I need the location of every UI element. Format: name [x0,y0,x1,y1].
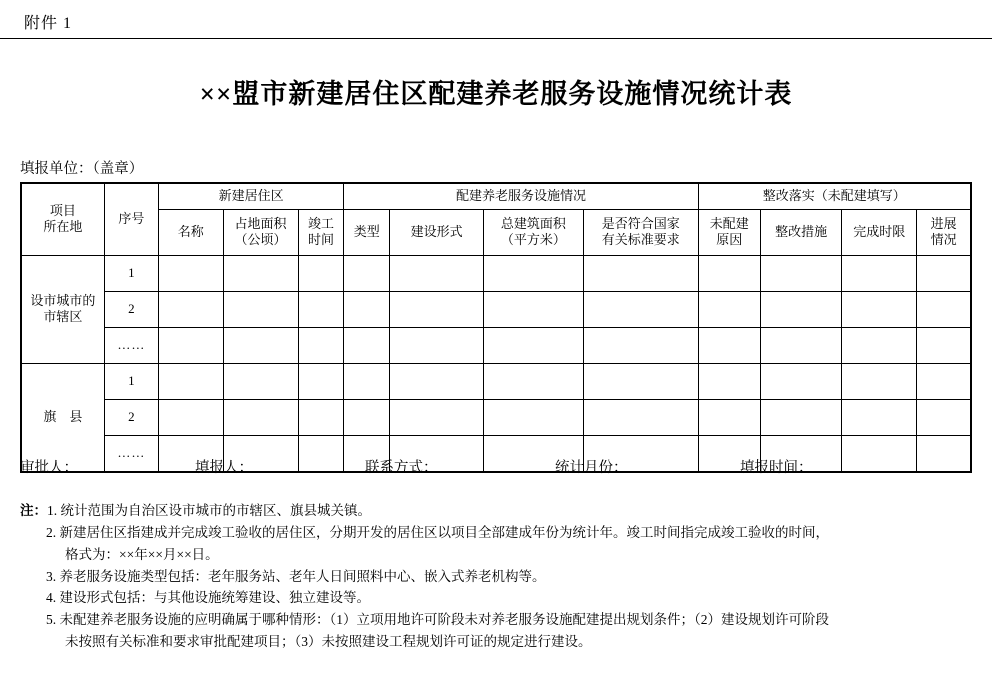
header-sub-total-floor-area-line1: 总建筑面积 [500,215,566,231]
header-sub-measures [761,209,842,255]
statistics-table-wrapper [20,182,972,473]
header-sub-type-line1: 类型 [353,223,380,239]
table-row [21,363,971,399]
cell-name[interactable] [158,291,223,327]
note-number: 5. [46,612,57,628]
cell-completion-time[interactable] [298,327,344,363]
table-row [21,291,971,327]
row-seq: 2 [104,399,158,435]
header-sub-progress-line2: 情况 [930,232,957,247]
cell-reason[interactable] [698,291,760,327]
note-item-cont [20,631,972,653]
table-row [21,399,971,435]
header-sub-type [344,209,390,255]
notes-section [20,500,972,653]
note-item [20,566,972,588]
cell-build-form[interactable] [390,255,484,291]
cell-reason[interactable] [698,327,760,363]
cell-reason[interactable] [698,363,760,399]
cell-standard-compliance[interactable] [583,291,698,327]
cell-standard-compliance[interactable] [583,255,698,291]
field-stat-month: 统计月份： [555,460,628,476]
cell-type[interactable] [344,255,390,291]
cell-total-floor-area[interactable] [483,291,583,327]
cell-completion-time[interactable] [298,435,344,472]
cell-total-floor-area[interactable] [483,255,583,291]
note-item [20,587,972,609]
field-fill-date: 填报时间： [740,460,813,476]
cell-type[interactable] [344,399,390,435]
table-row [21,255,971,291]
header-rectification: 整改落实（未配建填写） [698,183,971,209]
header-sub-deadline-line1: 完成时限 [853,223,906,239]
note-text: 未按照有关标准和要求审批配建项目；（3）未按照建设工程规划许可证的规定进行建设。 [65,634,592,650]
note-number: 2. [46,524,57,540]
header-sub-standard-compliance [583,209,698,255]
note-number: 3. [46,568,57,584]
cell-area[interactable] [223,327,298,363]
header-sub-reason-line1: 未配建 [709,215,749,231]
note-text: 养老服务设施类型包括：老年服务站、老年人日间照料中心、嵌入式养老机构等。 [59,568,546,584]
header-sub-standard-compliance-line1: 是否符合国家 [601,215,680,231]
cell-measures[interactable] [761,399,842,435]
table-row [21,435,971,472]
header-location-line1: 项目 [49,203,76,218]
attachment-label: 附件 1 [24,15,73,32]
table-header-group-row [21,183,971,209]
header-sub-standard-compliance-line2: 有关标准要求 [601,232,680,247]
cell-measures[interactable] [761,363,842,399]
cell-measures[interactable] [761,255,842,291]
header-sub-progress [917,209,971,255]
header-sub-deadline [842,209,917,255]
cell-progress[interactable] [917,435,971,472]
cell-type[interactable] [344,363,390,399]
header-sub-measures-line1: 整改措施 [775,223,828,239]
header-sub-area [223,209,298,255]
notes-head: 注： [20,503,47,518]
note-number: 4. [46,590,57,606]
cell-deadline[interactable] [842,255,917,291]
cell-deadline[interactable] [842,435,917,472]
header-sub-build-form [390,209,484,255]
cell-name[interactable] [158,399,223,435]
header-sub-progress-line1: 进展 [930,215,957,231]
cell-build-form[interactable] [390,291,484,327]
cell-reason[interactable] [698,255,760,291]
note-item [20,522,972,544]
field-approver: 审批人： [20,460,78,476]
header-sub-name-line1: 名称 [177,223,204,239]
header-divider [0,38,992,39]
cell-total-floor-area[interactable] [483,363,583,399]
field-filler: 填报人： [195,460,253,476]
header-sub-total-floor-area-line2: （平方米） [500,232,566,247]
cell-measures[interactable] [761,291,842,327]
header-sub-completion-time [298,209,344,255]
field-contact: 联系方式： [365,460,438,476]
cell-type[interactable] [344,291,390,327]
cell-deadline[interactable] [842,399,917,435]
cell-standard-compliance[interactable] [583,327,698,363]
table-header-sub-row [21,209,971,255]
note-text: 新建居住区指建成并完成竣工验收的居住区，分期开发的居住区以项目全部建成年份为统计年。竣工时间指完成竣工验收的时间， [59,524,829,540]
note-item [20,500,972,522]
note-text: 格式为：××年××月××日。 [65,546,219,562]
cell-deadline[interactable] [842,291,917,327]
note-number: 1. [47,503,58,518]
header-sub-name [158,209,223,255]
note-text: 统计范围为自治区设市城市的市辖区、旗县城关镇。 [60,503,371,518]
header-sub-reason [698,209,760,255]
header-sub-area-line2: （公顷） [234,232,287,247]
header-sub-reason-line2: 原因 [716,232,743,247]
cell-progress[interactable] [917,399,971,435]
header-sub-area-line1: 占地面积 [234,215,287,231]
cell-progress[interactable] [917,363,971,399]
row-group-label-line2: 市辖区 [43,309,83,324]
header-location [21,183,104,255]
cell-total-floor-area[interactable] [483,399,583,435]
row-seq: 1 [104,255,158,291]
note-item [20,609,972,631]
row-seq: 2 [104,291,158,327]
row-seq: …… [104,327,158,363]
cell-completion-time[interactable] [298,255,344,291]
row-group-label-city-district [21,255,104,363]
cell-completion-time[interactable] [298,291,344,327]
cell-build-form[interactable] [390,363,484,399]
row-group-label-line1: 旗 县 [43,408,83,424]
header-sub-build-form-line1: 建设形式 [410,223,463,239]
header-sub-total-floor-area [483,209,583,255]
row-seq: 1 [104,363,158,399]
table-row [21,327,971,363]
cell-total-floor-area[interactable] [483,327,583,363]
header-sub-completion-time-line1: 竣工 [307,215,334,231]
note-item-cont [20,544,972,566]
cell-area[interactable] [223,363,298,399]
cell-name[interactable] [158,327,223,363]
cell-area[interactable] [223,291,298,327]
row-group-label-line1: 设市城市的 [30,292,96,308]
cell-type[interactable] [344,327,390,363]
cell-completion-time[interactable] [298,363,344,399]
page-title: ××盟市新建居住区配建养老服务设施情况统计表 [199,79,793,109]
cell-deadline[interactable] [842,327,917,363]
cell-progress[interactable] [917,327,971,363]
cell-area[interactable] [223,399,298,435]
row-seq: …… [104,435,158,472]
header-sub-completion-time-line2: 时间 [307,232,334,247]
cell-measures[interactable] [761,327,842,363]
cell-name[interactable] [158,363,223,399]
filler-unit-label: 填报单位：（盖章） [20,161,144,177]
cell-build-form[interactable] [390,399,484,435]
cell-progress[interactable] [917,255,971,291]
cell-standard-compliance[interactable] [583,363,698,399]
cell-reason[interactable] [698,399,760,435]
cell-deadline[interactable] [842,363,917,399]
cell-area[interactable] [223,255,298,291]
cell-completion-time[interactable] [298,399,344,435]
note-text: 建设形式包括：与其他设施统筹建设、独立建设等。 [59,590,370,606]
header-facility: 配建养老服务设施情况 [344,183,698,209]
cell-progress[interactable] [917,291,971,327]
cell-build-form[interactable] [390,327,484,363]
cell-name[interactable] [158,255,223,291]
statistics-table [20,182,972,473]
note-text: 未配建养老服务设施的应明确属于哪种情形：（1）立项用地许可阶段未对养老服务设施配建提出规划条件；（2）建设规划许可阶段 [59,612,829,628]
header-seq: 序号 [104,183,158,255]
header-location-line2: 所在地 [43,219,83,235]
header-new-community: 新建居住区 [158,183,343,209]
cell-standard-compliance[interactable] [583,399,698,435]
